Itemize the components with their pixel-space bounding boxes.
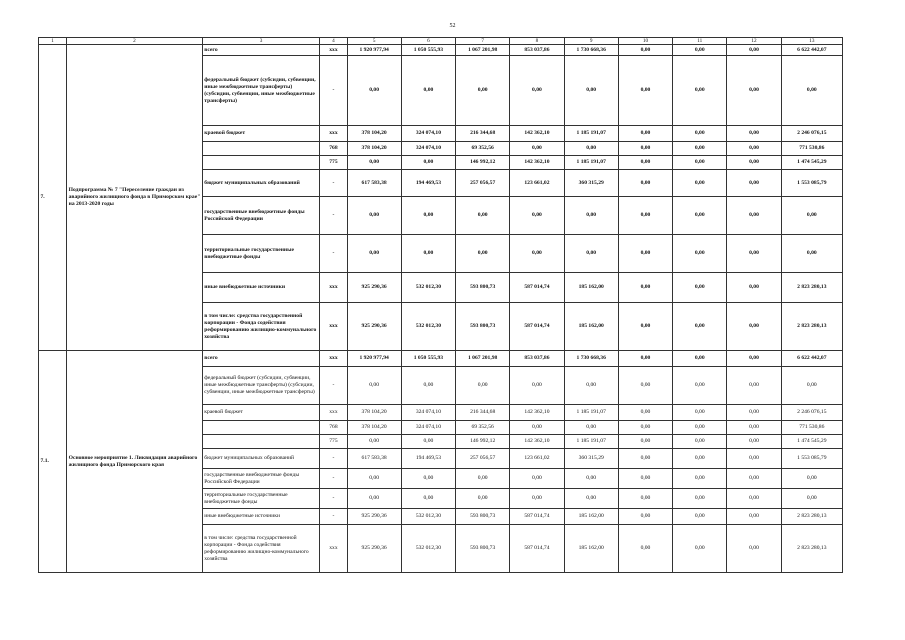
amount-cell: 925 290,36 [347,273,401,303]
funding-source [202,435,320,449]
funding-source: иные внебюджетные источники [202,273,320,303]
amount-cell: 0,00 [401,56,455,126]
amount-cell: 185 162,00 [564,509,618,525]
amount-cell: 0,00 [618,525,672,573]
funding-source: иные внебюджетные источники [202,509,320,525]
row-number: 7.1. [39,351,67,573]
amount-cell: 0,00 [727,421,781,435]
amount-cell: 1 474 545,29 [781,435,842,449]
amount-cell: 0,00 [673,156,727,170]
budget-code: ххх [320,45,347,56]
amount-cell: 0,00 [673,273,727,303]
column-header: 12 [727,38,781,45]
amount-cell: 0,00 [618,56,672,126]
amount-cell: 2 823 280,13 [781,273,842,303]
amount-cell: 0,00 [564,235,618,273]
column-header: 10 [618,38,672,45]
amount-cell: 123 661,02 [510,449,564,469]
amount-cell: 0,00 [618,235,672,273]
amount-cell: 378 104,20 [347,126,401,142]
page-number: 52 [449,23,456,29]
amount-cell: 0,00 [618,351,672,367]
amount-cell: 0,00 [401,367,455,405]
amount-cell: 0,00 [618,142,672,156]
amount-cell: 0,00 [401,197,455,235]
amount-cell: 0,00 [347,489,401,509]
funding-source: бюджет муниципальных образований [202,170,320,197]
budget-table [38,37,843,573]
amount-cell: 0,00 [618,303,672,351]
amount-cell: 0,00 [727,56,781,126]
budget-code: ххх [320,351,347,367]
amount-cell: 142 362,10 [510,435,564,449]
amount-cell: 0,00 [401,235,455,273]
amount-cell: 771 530,86 [781,421,842,435]
amount-cell: 587 014,74 [510,525,564,573]
amount-cell: 0,00 [673,197,727,235]
amount-cell: 925 290,36 [347,525,401,573]
amount-cell: 0,00 [673,126,727,142]
amount-cell: 587 014,74 [510,273,564,303]
amount-cell: 142 362,10 [510,126,564,142]
amount-cell: 0,00 [510,489,564,509]
amount-cell: 593 800,73 [456,509,510,525]
funding-source: в том числе: средства государственной корпорации - Фонда содействия реформированию жилищно-коммунального хозяйства [202,303,320,351]
amount-cell: 0,00 [727,525,781,573]
amount-cell: 2 246 076,15 [781,405,842,421]
amount-cell: 0,00 [673,170,727,197]
amount-cell: 0,00 [673,56,727,126]
column-header: 6 [401,38,455,45]
amount-cell: 0,00 [618,405,672,421]
amount-cell: 0,00 [727,509,781,525]
amount-cell: 0,00 [618,126,672,142]
header-row [39,38,843,45]
amount-cell: 0,00 [510,235,564,273]
amount-cell: 0,00 [401,156,455,170]
amount-cell: 617 583,38 [347,170,401,197]
amount-cell: 0,00 [456,469,510,489]
funding-source: в том числе: средства государственной корпорации - Фонда содействия реформированию жилищно-коммунального хозяйства [202,525,320,573]
budget-code: - [320,56,347,126]
funding-source [202,421,320,435]
amount-cell: 0,00 [673,367,727,405]
amount-cell: 0,00 [781,197,842,235]
amount-cell: 587 014,74 [510,303,564,351]
amount-cell: 146 992,12 [456,435,510,449]
amount-cell: 194 469,53 [401,449,455,469]
amount-cell: 0,00 [727,303,781,351]
program-title: Подпрограмма № 7 "Переселение граждан из аварийного жилищного фонда в Приморском крае" на 2013-2020 годы [67,45,203,351]
amount-cell: 0,00 [673,142,727,156]
funding-source: всего [202,45,320,56]
amount-cell: 1 920 977,94 [347,351,401,367]
amount-cell: 2 823 280,13 [781,303,842,351]
amount-cell: 69 352,56 [456,421,510,435]
amount-cell: 0,00 [456,235,510,273]
column-header: 8 [510,38,564,45]
amount-cell: 0,00 [727,405,781,421]
amount-cell: 185 162,00 [564,303,618,351]
amount-cell: 324 074,10 [401,421,455,435]
budget-code: ххх [320,405,347,421]
amount-cell: 360 315,29 [564,449,618,469]
table-row [39,45,843,56]
amount-cell: 0,00 [727,489,781,509]
amount-cell: 0,00 [781,489,842,509]
amount-cell: 1 185 191,07 [564,156,618,170]
budget-code: ххх [320,126,347,142]
amount-cell: 0,00 [727,351,781,367]
amount-cell: 0,00 [510,197,564,235]
funding-source: краевой бюджет [202,405,320,421]
budget-code: - [320,235,347,273]
budget-code: - [320,197,347,235]
column-header: 9 [564,38,618,45]
amount-cell: 593 800,73 [456,525,510,573]
amount-cell: 0,00 [564,469,618,489]
budget-code: - [320,489,347,509]
amount-cell: 617 583,38 [347,449,401,469]
amount-cell: 0,00 [727,367,781,405]
amount-cell: 532 012,30 [401,525,455,573]
amount-cell: 0,00 [673,351,727,367]
budget-code: 775 [320,156,347,170]
amount-cell: 0,00 [401,469,455,489]
amount-cell: 0,00 [564,197,618,235]
amount-cell: 0,00 [564,142,618,156]
amount-cell: 0,00 [347,156,401,170]
amount-cell: 378 104,20 [347,142,401,156]
column-header: 2 [67,38,203,45]
amount-cell: 378 104,20 [347,405,401,421]
amount-cell: 0,00 [618,156,672,170]
amount-cell: 1 474 545,29 [781,156,842,170]
amount-cell: 0,00 [727,156,781,170]
budget-code: ххх [320,303,347,351]
funding-source: федеральный бюджет (субсидии, субвенции, иные межбюджетные трансферты) (субсидии, субвенции, иные межбюджетные трансферты) [202,56,320,126]
amount-cell: 853 037,86 [510,45,564,56]
amount-cell: 0,00 [347,56,401,126]
amount-cell: 6 622 442,07 [781,45,842,56]
amount-cell: 0,00 [456,197,510,235]
budget-code: 775 [320,435,347,449]
row-number: 7. [39,45,67,351]
amount-cell: 0,00 [727,235,781,273]
column-header: 5 [347,38,401,45]
amount-cell: 0,00 [618,509,672,525]
amount-cell: 593 800,73 [456,273,510,303]
amount-cell: 0,00 [727,449,781,469]
amount-cell: 0,00 [727,197,781,235]
budget-code: 768 [320,421,347,435]
budget-code: - [320,509,347,525]
amount-cell: 1 185 191,07 [564,435,618,449]
amount-cell: 0,00 [673,509,727,525]
amount-cell: 0,00 [456,367,510,405]
amount-cell: 0,00 [727,126,781,142]
amount-cell: 532 012,30 [401,303,455,351]
amount-cell: 0,00 [727,142,781,156]
amount-cell: 378 104,20 [347,421,401,435]
amount-cell: 1 050 555,93 [401,351,455,367]
amount-cell: 532 012,30 [401,273,455,303]
amount-cell: 0,00 [727,273,781,303]
amount-cell: 0,00 [618,170,672,197]
amount-cell: 0,00 [564,489,618,509]
amount-cell: 853 037,86 [510,351,564,367]
amount-cell: 2 246 076,15 [781,126,842,142]
funding-source: государственные внебюджетные фонды Российской Федерации [202,469,320,489]
amount-cell: 0,00 [564,367,618,405]
amount-cell: 6 622 442,07 [781,351,842,367]
amount-cell: 0,00 [781,56,842,126]
budget-code: - [320,367,347,405]
amount-cell: 1 185 191,07 [564,126,618,142]
column-header: 1 [39,38,67,45]
amount-cell: 0,00 [618,45,672,56]
amount-cell: 593 800,73 [456,303,510,351]
amount-cell: 0,00 [510,469,564,489]
amount-cell: 0,00 [347,367,401,405]
amount-cell: 1 553 085,79 [781,170,842,197]
amount-cell: 0,00 [727,45,781,56]
funding-source: территориальные государственные внебюджетные фонды [202,489,320,509]
amount-cell: 0,00 [618,367,672,405]
budget-code: ххх [320,273,347,303]
amount-cell: 2 823 280,13 [781,509,842,525]
funding-source: краевой бюджет [202,126,320,142]
budget-code: 768 [320,142,347,156]
amount-cell: 0,00 [673,405,727,421]
amount-cell: 0,00 [673,303,727,351]
amount-cell: 324 074,10 [401,126,455,142]
amount-cell: 0,00 [673,449,727,469]
funding-source: федеральный бюджет (субсидии, субвенции, иные межбюджетные трансферты) (субсидии, субвенции, иные межбюджетные трансферты) [202,367,320,405]
amount-cell: 1 067 201,98 [456,45,510,56]
budget-code: - [320,469,347,489]
amount-cell: 216 344,68 [456,126,510,142]
program-title: Основное мероприятие 1. Ликвидация аварийного жилищного фонда Приморского края [67,351,203,573]
amount-cell: 0,00 [510,142,564,156]
amount-cell: 0,00 [781,367,842,405]
budget-code: - [320,449,347,469]
amount-cell: 0,00 [673,421,727,435]
amount-cell: 324 074,10 [401,405,455,421]
column-header: 11 [673,38,727,45]
amount-cell: 146 992,12 [456,156,510,170]
amount-cell: 1 730 668,36 [564,45,618,56]
funding-source: всего [202,351,320,367]
amount-cell: 0,00 [673,469,727,489]
amount-cell: 0,00 [401,435,455,449]
amount-cell: 1 920 977,94 [347,45,401,56]
amount-cell: 0,00 [618,273,672,303]
amount-cell: 257 056,57 [456,449,510,469]
column-header: 7 [456,38,510,45]
amount-cell: 0,00 [727,469,781,489]
amount-cell: 771 530,86 [781,142,842,156]
funding-source: бюджет муниципальных образований [202,449,320,469]
amount-cell: 123 661,02 [510,170,564,197]
amount-cell: 1 730 668,36 [564,351,618,367]
amount-cell: 0,00 [618,421,672,435]
amount-cell: 0,00 [564,56,618,126]
amount-cell: 194 469,53 [401,170,455,197]
amount-cell: 0,00 [727,435,781,449]
amount-cell: 0,00 [781,469,842,489]
amount-cell: 0,00 [564,421,618,435]
column-header: 4 [320,38,347,45]
amount-cell: 0,00 [673,489,727,509]
amount-cell: 257 056,57 [456,170,510,197]
amount-cell: 0,00 [727,170,781,197]
amount-cell: 142 362,10 [510,156,564,170]
budget-code: ххх [320,525,347,573]
funding-source [202,142,320,156]
amount-cell: 0,00 [347,469,401,489]
amount-cell: 0,00 [401,489,455,509]
amount-cell: 185 162,00 [564,273,618,303]
column-header: 3 [202,38,320,45]
funding-source [202,156,320,170]
amount-cell: 0,00 [673,435,727,449]
amount-cell: 0,00 [347,235,401,273]
amount-cell: 0,00 [510,367,564,405]
funding-source: территориальные государственные внебюджетные фонды [202,235,320,273]
amount-cell: 0,00 [781,235,842,273]
amount-cell: 0,00 [510,421,564,435]
amount-cell: 0,00 [618,449,672,469]
amount-cell: 532 012,30 [401,509,455,525]
amount-cell: 2 823 280,13 [781,525,842,573]
amount-cell: 1 050 555,93 [401,45,455,56]
amount-cell: 0,00 [456,56,510,126]
amount-cell: 0,00 [510,56,564,126]
amount-cell: 1 067 201,98 [456,351,510,367]
amount-cell: 324 074,10 [401,142,455,156]
amount-cell: 216 344,68 [456,405,510,421]
amount-cell: 0,00 [618,197,672,235]
amount-cell: 360 315,29 [564,170,618,197]
amount-cell: 0,00 [673,525,727,573]
amount-cell: 0,00 [618,489,672,509]
column-header: 13 [781,38,842,45]
amount-cell: 0,00 [347,197,401,235]
amount-cell: 1 185 191,07 [564,405,618,421]
amount-cell: 0,00 [673,45,727,56]
table-row [39,351,843,367]
amount-cell: 0,00 [618,435,672,449]
amount-cell: 0,00 [618,469,672,489]
amount-cell: 142 362,10 [510,405,564,421]
amount-cell: 0,00 [673,235,727,273]
amount-cell: 925 290,36 [347,509,401,525]
amount-cell: 0,00 [347,435,401,449]
budget-code: - [320,170,347,197]
amount-cell: 185 162,00 [564,525,618,573]
amount-cell: 587 014,74 [510,509,564,525]
funding-source: государственные внебюджетные фонды Российской Федерации [202,197,320,235]
amount-cell: 0,00 [456,489,510,509]
amount-cell: 69 352,56 [456,142,510,156]
amount-cell: 925 290,36 [347,303,401,351]
amount-cell: 1 553 085,79 [781,449,842,469]
